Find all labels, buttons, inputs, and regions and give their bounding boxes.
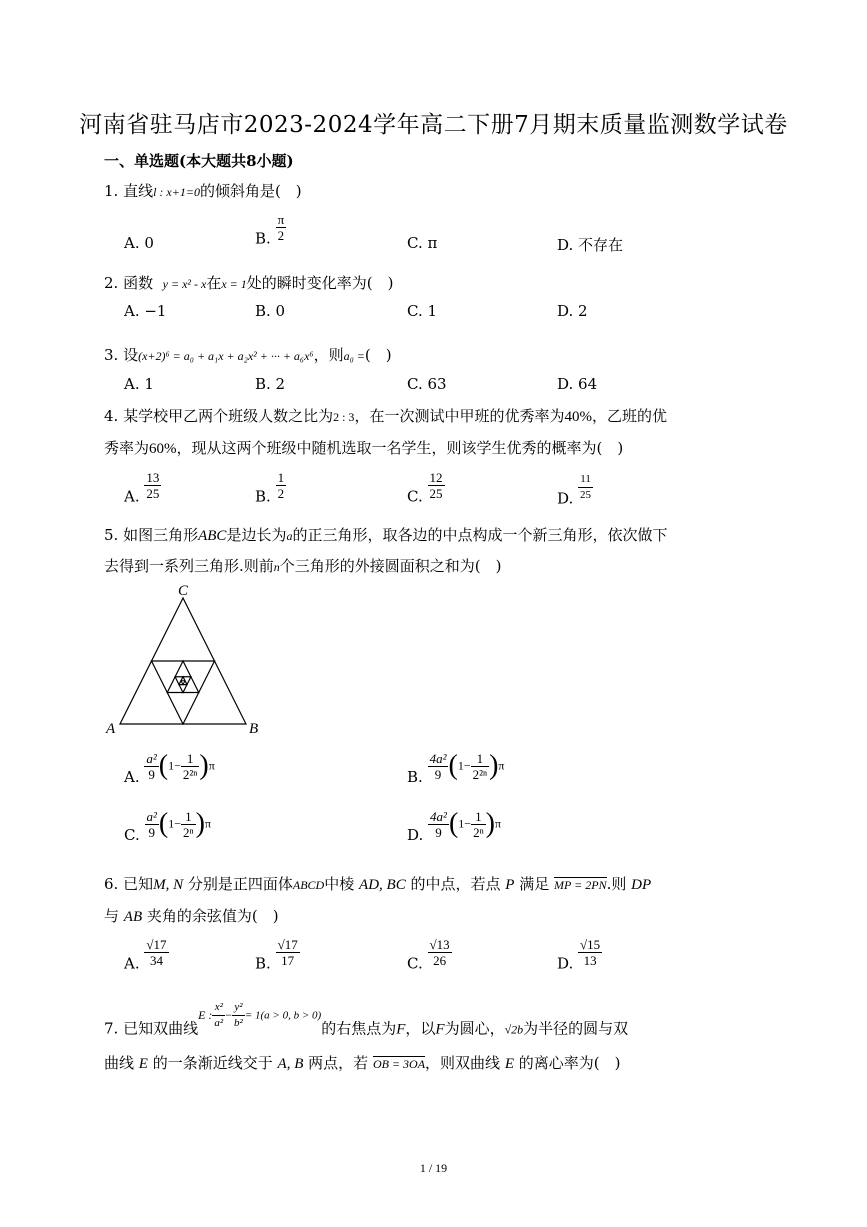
q1-option-c: C. π: [407, 234, 438, 252]
q5-a-rparen: ): [199, 750, 209, 781]
q7-text-e: 为半径的圆与双: [523, 1019, 629, 1038]
q6-p: P: [505, 877, 515, 893]
q3-formula: (x+2)⁶ = a₀ + a₁x + a₂x² + ··· + a₆x⁶: [138, 349, 314, 363]
q1-prefix: 1. 直线: [104, 182, 154, 200]
q6-abcd: ABCD: [292, 878, 325, 892]
q4-option-c: [407, 470, 445, 506]
q5-option-d: [407, 808, 501, 844]
q7-vector-eq: OB = 3OA: [372, 1057, 426, 1071]
q1-b-fraction: [276, 212, 287, 243]
q5-text-c: 的正三角形，取各边的中点构成一个新三角形，依次做下: [292, 526, 668, 544]
q5-option-c: [124, 808, 211, 844]
q5-c-rparen: ): [195, 808, 205, 839]
question-7-line-2: [104, 1052, 621, 1073]
q5-c-inner: [181, 809, 196, 840]
q5-b-inner-num: 1: [471, 751, 490, 767]
q5-b-label: B.: [407, 768, 423, 786]
q5-d-rparen: ): [485, 808, 495, 839]
q5-d-coef-num: 4a²: [430, 808, 447, 824]
q5-b-coef-num: 4a²: [429, 750, 447, 766]
q5-a-inner: [181, 751, 200, 782]
q5-a-inner-num: 1: [181, 751, 200, 767]
q2-option-b: B. 0: [255, 302, 286, 320]
q5-a-label: A.: [124, 768, 140, 786]
q5-a-coef-den: 9: [148, 766, 155, 782]
q6-d-den: 13: [583, 953, 597, 968]
q5-c-inner-den: 2ⁿ: [183, 824, 194, 840]
q7-text-a: 7. 已知双曲线: [104, 1019, 199, 1038]
q4-a-fraction: [144, 470, 161, 501]
q5-c-inner-num: 1: [181, 809, 196, 825]
q2-option-c: C. 1: [407, 302, 438, 320]
q7-text-i: ，则双曲线: [425, 1054, 501, 1072]
q5-d-lparen: (: [448, 808, 459, 839]
fig-label-c: C: [178, 583, 189, 599]
q5-option-b: [407, 750, 504, 786]
q7-ab: A, B: [277, 1056, 304, 1072]
q6-text-e: 满足: [519, 875, 550, 893]
q7-f2: F: [435, 1021, 445, 1038]
q7-b2: b²: [234, 1017, 243, 1029]
q5-c-coef: [145, 809, 159, 840]
q6-ab: AB: [123, 909, 143, 925]
q7-text-g: 的一条渐近线交于: [152, 1054, 273, 1072]
q6-c-den: 26: [433, 953, 447, 968]
q6-b-num: √17: [277, 937, 298, 952]
q6-text-d: 的中点，若点: [410, 875, 501, 893]
q4-text-c: ，乙班的优: [591, 407, 667, 425]
q6-c-num: √13: [429, 937, 450, 952]
q6-c-label: C.: [407, 954, 423, 973]
q5-d-pi: π: [495, 816, 502, 831]
q5-a-lparen: (: [158, 750, 169, 781]
question-6-line-1: [104, 873, 651, 894]
q5-c-coef-den: 9: [148, 824, 155, 840]
q6-text-a: 6. 已知: [104, 875, 154, 893]
q4-d-num: 11: [578, 472, 593, 488]
question-5-line-2: [104, 555, 502, 576]
q3-var: a₀ =: [343, 349, 365, 363]
q7-text-j: 的离心率为( ): [518, 1054, 621, 1072]
q6-text-f: .则: [606, 875, 627, 893]
q7-text-c: ，以: [405, 1019, 436, 1038]
q6-option-c: [407, 937, 452, 973]
q5-d-inner-num: 1: [471, 809, 486, 825]
q4-option-d: [557, 472, 593, 508]
q4-text-e: ，现从这两个班级中随机选取一名学生，则该学生优秀的概率为( ): [176, 439, 624, 457]
q6-text-c: 中棱: [324, 875, 355, 893]
q4-text-b: ，在一次测试中甲班的优秀率为: [354, 407, 565, 425]
q6-c-fraction: [428, 937, 452, 968]
q3-option-b: B. 2: [255, 375, 286, 393]
q5-n: n: [273, 560, 280, 574]
q2-mid: 在: [206, 274, 222, 292]
q7-cond: = 1(a > 0, b > 0): [244, 1009, 322, 1022]
q5-c-pi: π: [204, 816, 212, 831]
q4-c-label: C.: [407, 487, 423, 506]
q6-text-g: 与: [104, 907, 120, 925]
question-2: [104, 272, 393, 293]
q2-formula: y = x² - x: [162, 277, 207, 291]
q4-a-label: A.: [124, 487, 140, 506]
q4-c-den: 25: [429, 486, 443, 501]
q5-b-coef: [428, 751, 449, 782]
q4-c-num: 12: [429, 470, 443, 485]
q1-b-label: B.: [255, 229, 271, 248]
q5-b-inner: [471, 751, 490, 782]
q5-a-coef-num: a²: [146, 750, 157, 766]
q1-option-d: D. 不存在: [557, 236, 624, 254]
q7-e2: E: [138, 1056, 148, 1072]
question-7-line-1: 7. 已知双曲线E : $\frac{\text{x²}}{\text{a²}}$ − $\frac{\text{y²}}{\text{b²}}$ = 1(a > 0, b > 0)的右焦点为F，以F为圆心，$_{√2b}$为半径的圆与双: [104, 1001, 629, 1038]
q3-prefix: 3. 设: [104, 346, 139, 364]
q3-suffix: ( ): [364, 346, 392, 364]
q5-a-inner-den: 2²ⁿ: [182, 766, 198, 782]
q6-option-a: [124, 937, 169, 973]
q5-b-rparen: ): [489, 750, 499, 781]
q7-x-frac: [212, 1000, 225, 1031]
q7-text-f: 曲线: [104, 1054, 135, 1072]
q3-mid: ，则: [313, 346, 344, 364]
q7-radius: √2b: [504, 1022, 524, 1037]
q5-text-a: 5. 如图三角形: [104, 526, 199, 544]
q5-text-e: 个三角形的外接圆面积之和为( ): [279, 557, 502, 575]
q5-d-coef: [428, 809, 449, 840]
q4-b-den: 2: [277, 486, 285, 501]
q1-b-num: π: [277, 212, 285, 227]
q4-d-label: D.: [557, 489, 574, 508]
q3-option-a: A. 1: [124, 375, 154, 393]
q6-a-fraction: [144, 937, 168, 968]
q5-a-pi: π: [208, 758, 215, 773]
q2-suffix: 处的瞬时变化率为( ): [246, 274, 394, 292]
q6-ad-bc: AD, BC: [359, 877, 406, 893]
q6-b-fraction: [276, 937, 300, 968]
q5-c-label: C.: [124, 826, 140, 844]
q2-at: x = 1: [221, 277, 247, 291]
fig-label-a: A: [106, 721, 116, 737]
q1-b-den: 2: [277, 228, 285, 243]
q5-b-lparen: (: [448, 750, 458, 781]
q4-text-a: 4. 某学校甲乙两个班级人数之比为: [104, 407, 334, 425]
q5-c-coef-num: a²: [146, 808, 157, 824]
q5-d-inner: [471, 809, 486, 840]
q4-a-den: 25: [146, 486, 160, 501]
q6-text-h: 夹角的余弦值为( ): [146, 907, 279, 925]
q7-y2: y²: [232, 1000, 245, 1016]
q5-c-one: 1−: [168, 816, 182, 831]
question-1: [104, 180, 302, 201]
q3-option-c: C. 63: [407, 375, 447, 393]
q4-b-label: B.: [255, 487, 271, 506]
q7-e: E :: [198, 1008, 213, 1022]
q4-d-fraction: [578, 472, 593, 503]
q4-text-d: 秀率为: [104, 439, 150, 457]
q6-vector-eq: MP = 2PN: [554, 878, 607, 892]
q7-text-d: 为圆心，: [444, 1019, 505, 1038]
q5-d-inner-den: 2ⁿ: [473, 824, 484, 840]
q7-text-h: 两点，若: [308, 1054, 369, 1072]
q5-d-one: 1−: [458, 816, 472, 831]
q7-e3: E: [504, 1056, 515, 1072]
q6-a-num: √17: [146, 937, 167, 952]
q5-option-a: [124, 750, 215, 786]
q2-option-a: A. −1: [124, 302, 167, 320]
q6-a-label: A.: [124, 954, 140, 973]
page-number: 1 / 19: [419, 1161, 448, 1175]
q7-f: F: [396, 1021, 406, 1038]
q7-a2: a²: [214, 1017, 224, 1029]
question-5-line-1: [104, 524, 667, 545]
q6-d-label: D.: [557, 954, 574, 973]
q3-option-d: D. 64: [557, 375, 598, 393]
q5-c-lparen: (: [158, 808, 169, 839]
q5-text-b: 是边长为: [226, 526, 287, 544]
q6-a-den: 34: [149, 953, 163, 968]
q5-d-label: D.: [407, 826, 424, 844]
q6-option-b: [255, 937, 300, 973]
q5-b-inner-den: 2²ⁿ: [472, 766, 488, 782]
question-4-line-2: [104, 437, 623, 458]
section-heading: 一、单选题(本大题共8小题): [104, 152, 294, 170]
q5-text-d: 去得到一系列三角形.则前: [104, 557, 274, 575]
q5-a-one: 1−: [168, 758, 181, 773]
question-3: [104, 344, 392, 365]
q2-prefix: 2. 函数: [104, 274, 154, 292]
question-6-line-2: [104, 905, 279, 926]
q6-dp: DP: [631, 877, 652, 893]
q4-p2: 60%: [149, 441, 177, 457]
q6-option-d: [557, 937, 602, 973]
q5-b-coef-den: 9: [434, 766, 442, 782]
q4-ratio: 2 : 3: [333, 410, 355, 424]
q6-d-num: √15: [580, 937, 601, 952]
q6-mn: M, N: [153, 877, 184, 893]
q6-b-label: B.: [255, 954, 271, 973]
q4-d-den: 25: [580, 489, 592, 501]
q4-p1: 40%: [564, 409, 592, 425]
q1-suffix: 的倾斜角是( ): [199, 182, 302, 200]
q1-formula: l : x+1=0: [153, 185, 200, 199]
fig-label-b: B: [249, 721, 259, 737]
q7-text-b: 的右焦点为: [321, 1019, 397, 1038]
q7-y-frac: [232, 1000, 245, 1031]
q5-d-coef-den: 9: [435, 824, 442, 840]
q2-option-d: D. 2: [557, 302, 588, 320]
nested-triangles-figure: [100, 578, 270, 740]
q4-a-num: 13: [146, 470, 160, 485]
q5-a-coef: [144, 751, 158, 782]
page-title: 河南省驻马店市2023-2024学年高二下册7月期末质量监测数学试卷: [79, 112, 788, 138]
q5-b-one: 1−: [457, 758, 471, 773]
question-4-line-1: [104, 405, 667, 426]
q4-option-a: [124, 470, 161, 506]
q1-option-a: A. 0: [124, 234, 154, 252]
q6-b-den: 17: [281, 953, 295, 968]
q4-b-fraction: [276, 470, 287, 501]
q4-option-b: [255, 470, 286, 506]
q5-b-pi: π: [498, 758, 505, 773]
q7-x2: x²: [212, 1000, 225, 1016]
q6-d-fraction: [578, 937, 602, 968]
q6-text-b: 分别是正四面体: [187, 875, 293, 893]
q5-a: a: [286, 529, 293, 543]
q1-option-b: [255, 212, 286, 248]
q5-abc: ABC: [198, 528, 227, 544]
q4-b-num: 1: [277, 470, 285, 485]
q4-c-fraction: [428, 470, 445, 501]
